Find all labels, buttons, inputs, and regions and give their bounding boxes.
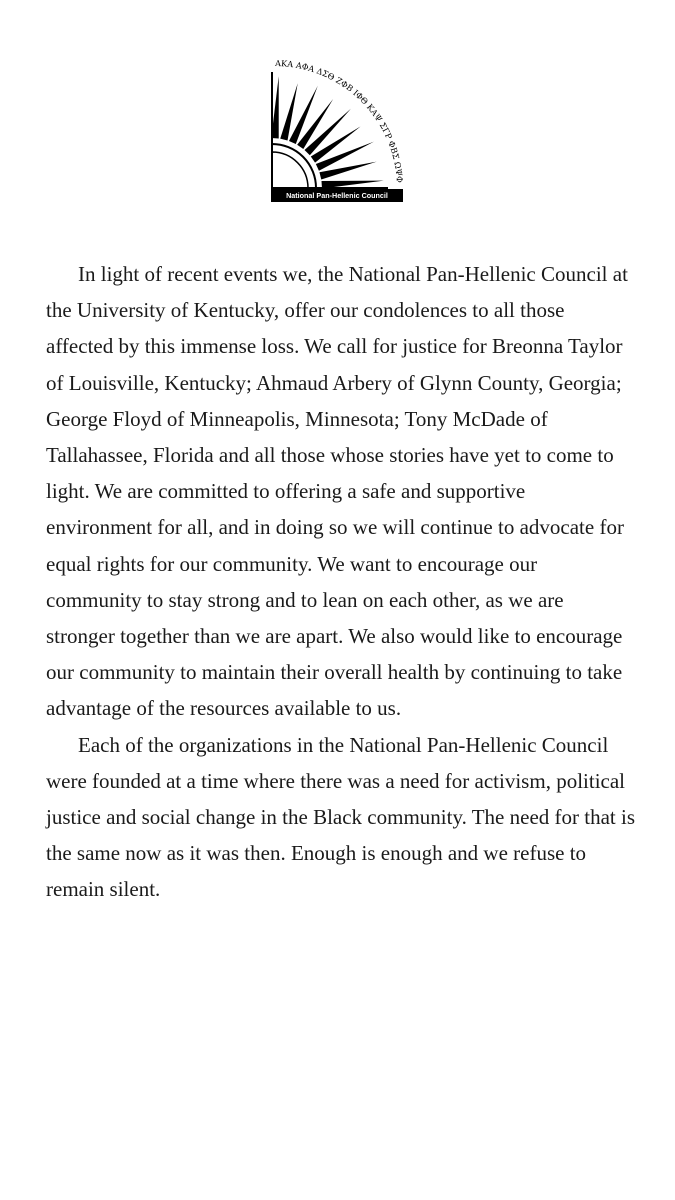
sun-ray [316,142,374,171]
sun-ray [289,86,318,144]
statement-body [46,256,636,908]
nphc-logo [262,58,412,208]
statement-paragraph-1: In light of recent events we, the National Pan-Hellenic Council at the University of Kentucky, offer our condolences to all those affected by this immense loss. We call for justice for Breonna Taylor of Louisville, Kentucky; Ahmaud Arbery of Glynn County, Georgia; George Floyd of Minneapolis, Minnesota; Tony McDade of Tallahassee, Florida and all those whose stories have yet to come to light. We are committed to offering a safe and supportive environment for all, and in doing so we will continue to advocate for equal rights for our community. We want to encourage our community to stay strong and to lean on each other, as we are stronger together than we are apart. We also would like to encourage our community to maintain their overall health by continuing to take advantage of the resources available to us. [46,262,628,721]
greek-letters-arc-path: ΑΚΑ ΑΦΑ ΔΣΘ ΖΦΒ ΙΦΘ ΚΑΨ ΣΓΡ ΦΒΣ ΩΨΦ [274,58,405,184]
nphc-sunburst-emblem [262,58,412,208]
statement-paragraph-2: Each of the organizations in the National Pan-Hellenic Council were founded at a time where there was a need for activism, political justice and social change in the Black community. The need for that is the same now as it was then. Enough is enough and we refuse to remain silent. [46,732,635,902]
logo-banner: National Pan-Hellenic Council [271,189,403,202]
